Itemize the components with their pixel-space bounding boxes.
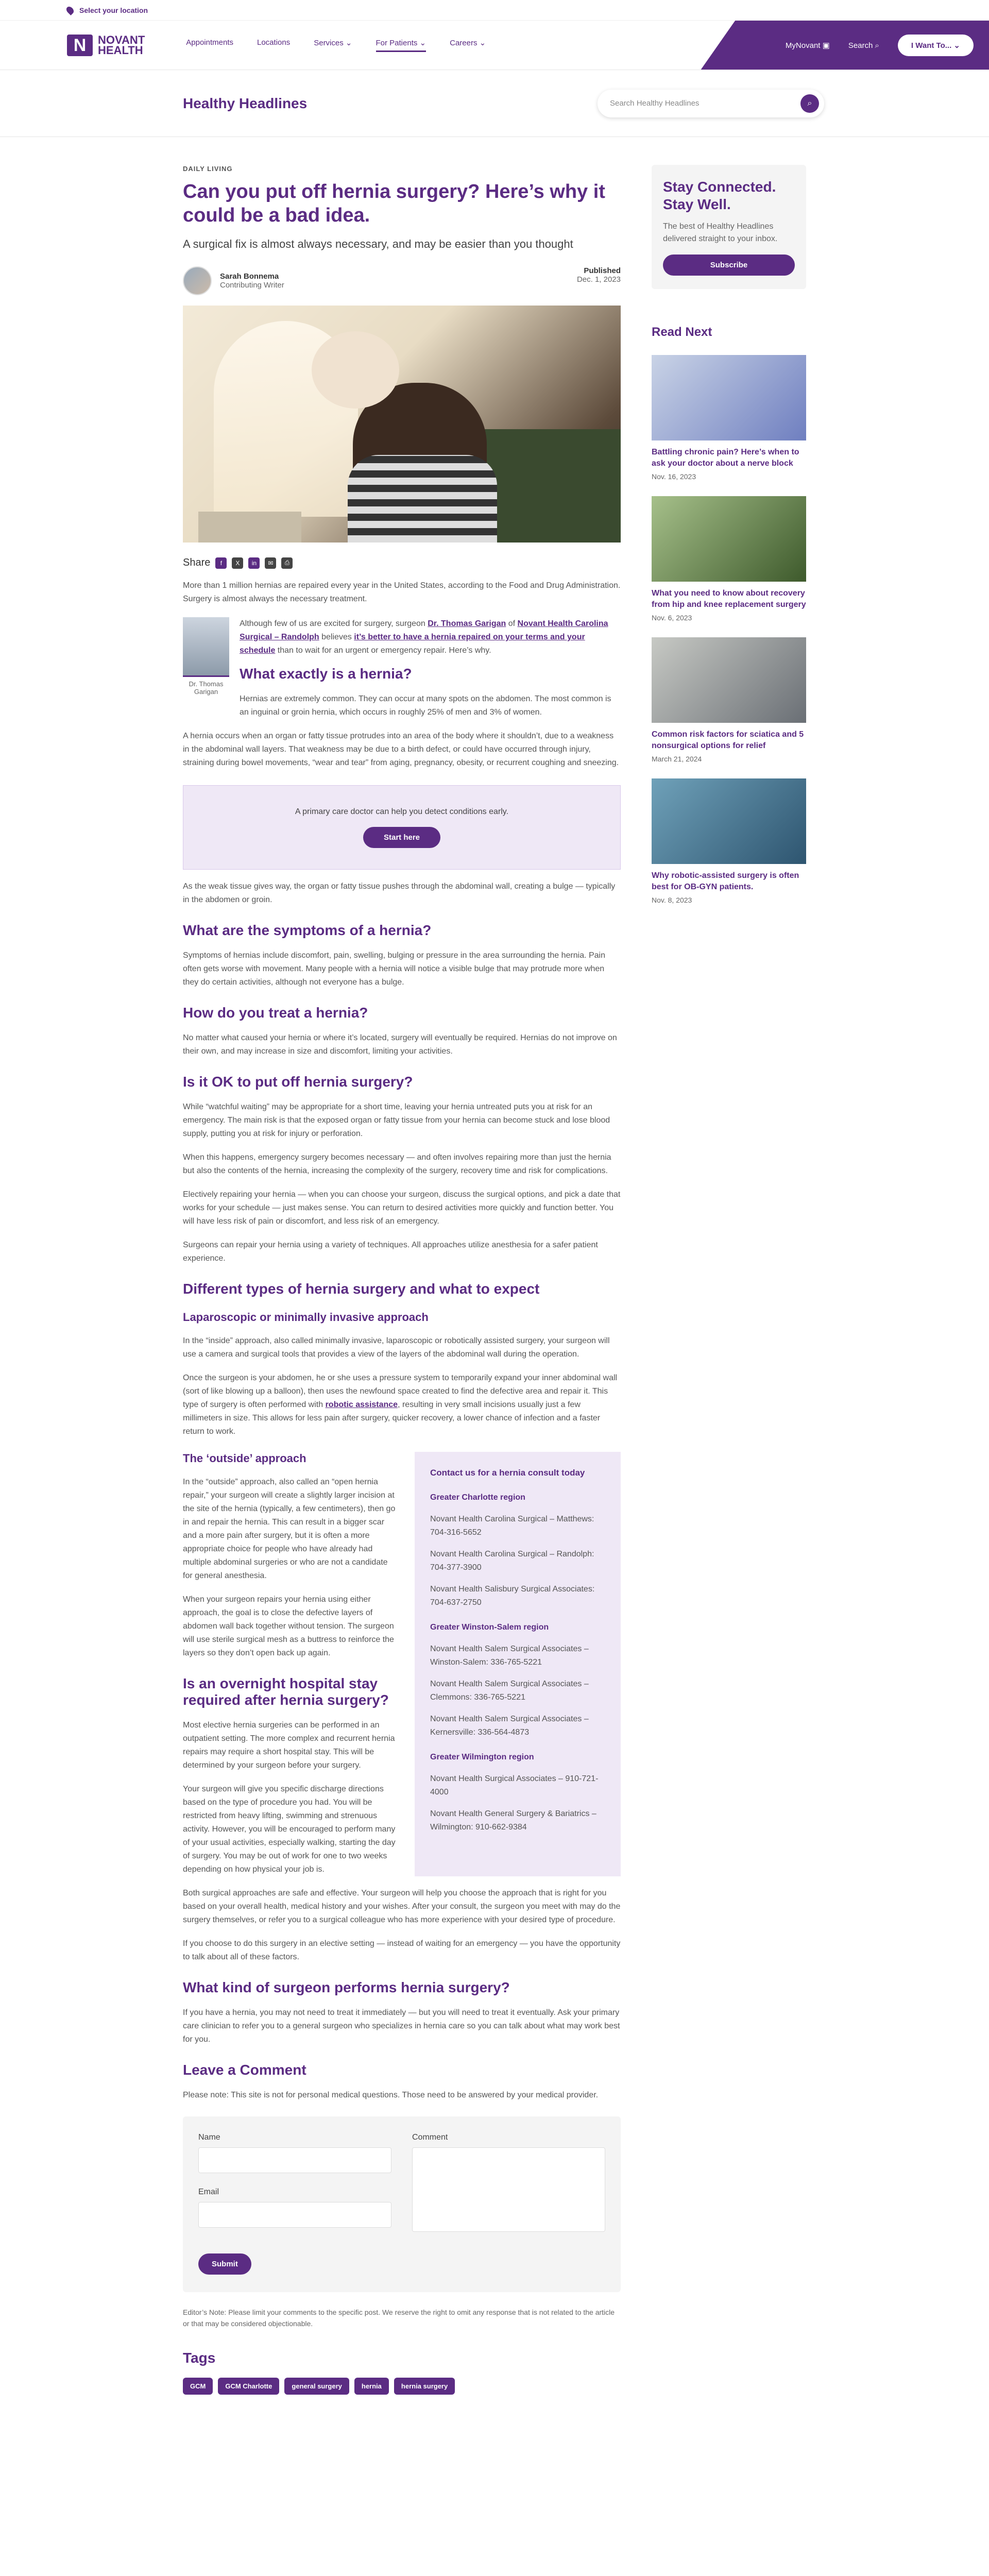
sidebar: [652, 165, 806, 904]
logo-text-2: HEALTH: [98, 43, 143, 57]
paragraph: When your surgeon repairs your hernia using either approach, the goal is to close the defective layers of abdomen wall back together without tension. The surgeon will use sterile surgical mesh as a buttress to reinforce the layers so they don’t open back up again.: [183, 1595, 394, 1657]
text: of: [506, 619, 518, 628]
email-field[interactable]: [198, 2202, 391, 2228]
author: [183, 266, 284, 295]
contact-region-name: Greater Winston-Salem region: [430, 1623, 549, 1632]
author-role: Contributing Writer: [220, 281, 284, 290]
contact-phone-item[interactable]: Novant Health Carolina Surgical – Randolph: 704-377-3900: [430, 1550, 594, 1572]
tags-heading: Tags: [183, 2350, 216, 2366]
site-header: [0, 21, 989, 70]
email-icon[interactable]: ✉: [265, 557, 276, 569]
chevron-down-icon: ⌄: [345, 39, 352, 47]
submit-button[interactable]: Submit: [198, 2253, 251, 2275]
paragraph: [183, 1371, 621, 1438]
contact-phone-item[interactable]: Novant Health Salem Surgical Associates – Kernersville: 336-564-4873: [430, 1715, 589, 1737]
read-next-card[interactable]: [652, 778, 806, 904]
section-heading: What are the symptoms of a hernia?: [183, 922, 432, 938]
nav-for-patients-label: For Patients: [376, 39, 418, 47]
text: believes: [319, 633, 354, 641]
card-title[interactable]: Battling chronic pain? Here’s when to ask your doctor about a nerve block: [652, 448, 799, 468]
read-next-card[interactable]: [652, 355, 806, 481]
published-date: Dec. 1, 2023: [576, 275, 621, 284]
nav-appointments[interactable]: Appointments: [186, 38, 233, 47]
contact-phone-item[interactable]: Novant Health Carolina Surgical – Matthews: 704-316-5652: [430, 1515, 594, 1537]
comment-form: [183, 2116, 621, 2292]
paragraph: Hernias are extremely common. They can occur at many spots on the abdomen. The most common is an inguinal or groin hernia, which occurs in roughly 25% of men and 3% of women.: [240, 694, 611, 717]
newsletter-text: The best of Healthy Headlines delivered straight to your inbox.: [663, 222, 778, 243]
text: , resulting in very small incisions usually just a few millimeters in size. This allows for less pain after surgery, quicker recovery, a lower chance of infection and a faster return to work.: [183, 1400, 601, 1436]
card-title[interactable]: Common risk factors for sciatica and 5 nonsurgical options for relief: [652, 730, 804, 750]
nav-locations[interactable]: Locations: [257, 38, 291, 47]
start-here-button[interactable]: Start here: [363, 827, 440, 848]
read-next-card[interactable]: [652, 637, 806, 763]
section-heading: Is it OK to put off hernia surgery?: [183, 1074, 413, 1090]
card-title[interactable]: Why robotic-assisted surgery is often best for OB-GYN patients.: [652, 871, 799, 891]
paragraph: Symptoms of hernias include discomfort, pain, swelling, bulging or pressure in the area surrounding the hernia. Pain often gets worse with movement. Many people with a hernia will notice a visible bulge that may protrude more when they do certain activities, although not everyone has a bulge.: [183, 951, 605, 987]
contact-phone-item[interactable]: Novant Health Salem Surgical Associates – Clemmons: 336-765-5221: [430, 1680, 589, 1702]
newsletter-box: [652, 165, 806, 289]
doctor-photo: [183, 617, 229, 719]
search-icon: ⌕: [875, 41, 879, 50]
x-icon[interactable]: X: [232, 557, 243, 569]
nav-services[interactable]: [314, 38, 352, 52]
paragraph: As the weak tissue gives way, the organ or fatty tissue pushes through the abdominal wall, creating a bulge — typically in the abdomen or groin.: [183, 882, 616, 904]
tag-link[interactable]: general surgery: [284, 2378, 349, 2395]
chevron-down-icon: ⌄: [479, 39, 486, 47]
text: Although few of us are excited for surgery, surgeon: [240, 619, 428, 628]
contact-region-name: Greater Charlotte region: [430, 1493, 525, 1502]
mynovant-link[interactable]: [786, 41, 830, 50]
i-want-to-button[interactable]: [898, 35, 974, 56]
split-left: [183, 1452, 399, 1876]
contact-regions: [430, 1491, 605, 1834]
search-placeholder: Search Healthy Headlines: [610, 99, 700, 108]
location-pin-icon: [65, 5, 75, 15]
article-category[interactable]: DAILY LIVING: [183, 165, 233, 173]
section-heading: Different types of hernia surgery and what to expect: [183, 1281, 540, 1297]
novant-logo[interactable]: [67, 35, 145, 56]
nav-services-label: Services: [314, 39, 344, 47]
paragraph: More than 1 million hernias are repaired every year in the United States, according to the Food and Drug Administration. Surgery is almost always the necessary treatment.: [183, 581, 621, 603]
newsletter-title: Stay Connected. Stay Well.: [663, 179, 776, 212]
mynovant-label: MyNovant: [785, 41, 821, 50]
avatar: [183, 266, 212, 295]
robotic-assistance-link[interactable]: robotic assistance: [325, 1400, 398, 1409]
paragraph: If you choose to do this surgery in an elective setting — instead of waiting for an emergency — you have the opportunity to talk about all of these factors.: [183, 1939, 621, 1961]
card-date: Nov. 6, 2023: [652, 614, 692, 622]
paragraph: A hernia occurs when an organ or fatty tissue protrudes into an area of the body where it shouldn’t, due to a weakness in the abdominal wall layers. That weakness may be due to a birth defect, or could have occurred through injury, straining during bowel movements, “wear and tear” from aging, pregnancy, obesity, or recurrent coughing and sneezing.: [183, 732, 619, 767]
paragraph: In the “inside” approach, also called minimally invasive, laparoscopic or robotically assisted surgery, your surgeon will use a camera and surgical tools that provides a view of the layers of the abdominal wall during the operation.: [183, 1336, 610, 1359]
tag-link[interactable]: GCM Charlotte: [218, 2378, 279, 2395]
article-subtitle: A surgical fix is almost always necessary, and may be easier than you thought: [183, 238, 573, 250]
blog-subheader: [0, 70, 989, 137]
primary-care-callout: [183, 785, 621, 870]
text: Once the surgeon is your abdomen, he or she uses a pressure system to temporarily expand your inner abdominal wall (sort of like blowing up a balloon), then uses the newfound space created to find the defective area and repair it. This type of surgery is often performed with: [183, 1374, 618, 1409]
tag-link[interactable]: hernia: [354, 2378, 389, 2395]
paragraph: Both surgical approaches are safe and effective. Your surgeon will help you choose the approach that is right for you based on your overall health, medical history and your wishes. After your consult, the surgeon you meet with may do the surgery themselves, or refer you to a surgical colleague who has more experience with your desired type of procedure.: [183, 1889, 621, 1924]
section-heading: How do you treat a hernia?: [183, 1005, 368, 1021]
facebook-icon[interactable]: f: [215, 557, 227, 569]
paragraph: In the “outside” approach, also called an “open hernia repair,” your surgeon will create a slightly larger incision at the site of the hernia (typically, a few centimeters), then go in and repair the hernia. This can result in a bigger scar and a more pain after surgery, but it is often a more appropriate choice for people who have already had multiple abdominal surgeries or who are not a candidate for general anesthesia.: [183, 1478, 396, 1580]
section-heading: Is an overnight hospital stay required after hernia surgery?: [183, 1675, 389, 1708]
author-name: Sarah Bonnema: [220, 272, 279, 281]
portal-icon: ▣: [822, 41, 830, 50]
contact-phone-item[interactable]: Novant Health General Surgery & Bariatrics – Wilmington: 910-662-9384: [430, 1809, 596, 1832]
paragraph: Your surgeon will give you specific discharge directions based on the type of procedure you had. You will be restricted from heavy lifting, swimming and strenuous activity. However, you will be encouraged to perform many of your usual activities, especially walking, starting the day of surgery. You may be out of work for one to two weeks depending on how physical your job is.: [183, 1785, 396, 1874]
byline: [183, 266, 621, 295]
share-label: Share: [183, 557, 211, 568]
published-label: Published: [584, 266, 621, 275]
paragraph: Surgeons can repair your hernia using a variety of techniques. All approaches utilize anesthesia for a safer patient experience.: [183, 1241, 598, 1263]
search-icon[interactable]: ⌕: [800, 94, 819, 113]
subscribe-button[interactable]: Subscribe: [663, 255, 795, 276]
publish-info: [577, 266, 621, 295]
location-selector[interactable]: Select your location: [79, 6, 148, 14]
card-thumbnail[interactable]: [652, 637, 806, 723]
nav-careers-label: Careers: [450, 39, 478, 47]
section-heading: What kind of surgeon performs hernia surgery?: [183, 1979, 510, 1995]
name-field[interactable]: [198, 2147, 391, 2173]
linkedin-icon[interactable]: in: [248, 557, 260, 569]
card-thumbnail[interactable]: [652, 355, 806, 440]
main-nav: [186, 38, 486, 52]
i-want-to-label: I Want To...: [911, 41, 952, 50]
contact-box: [415, 1452, 621, 1876]
doctor-intro: [183, 617, 621, 719]
location-bar[interactable]: [0, 0, 989, 21]
logo-text-1: NOVANT: [98, 33, 145, 46]
chevron-down-icon: ⌄: [953, 41, 960, 50]
share-bar: [183, 557, 621, 569]
subsection-heading: The ‘outside’ approach: [183, 1452, 306, 1465]
search-link[interactable]: [848, 41, 879, 50]
read-next-card[interactable]: [652, 496, 806, 622]
subsection-heading: Laparoscopic or minimally invasive approach: [183, 1311, 429, 1324]
comment-heading: Leave a Comment: [183, 2062, 306, 2078]
header-actions: [786, 21, 974, 70]
comment-label: Comment: [412, 2133, 448, 2142]
paragraph: While “watchful waiting” may be appropriate for a short time, leaving your hernia untreated puts you at risk for an emergency. The main risk is that the exposed organ or fatty tissue from your hernia can become stuck and lose blood supply, putting you at risk for injury or perforation.: [183, 1103, 610, 1138]
read-next: [652, 325, 806, 904]
section-heading: What exactly is a hernia?: [240, 666, 412, 682]
tag-link[interactable]: GCM: [183, 2378, 213, 2395]
paragraph: If you have a hernia, you may not need to treat it immediately — but you will need to treat it eventually. Ask your primary care clinician to refer you to a general surgeon who specializes in hernia care so you can talk about what may work best for you.: [183, 2008, 620, 2044]
paragraph: No matter what caused your hernia or where it’s located, surgery will eventually be required. Hernias do not improve on their own, and may increase in size and discomfort, limiting your activities.: [183, 1033, 617, 1056]
contact-phone-item[interactable]: Novant Health Salem Surgical Associates – Winston-Salem: 336-765-5221: [430, 1645, 589, 1667]
paragraph: [240, 617, 621, 657]
tag-link[interactable]: hernia surgery: [394, 2378, 455, 2395]
tag-list: [183, 2378, 621, 2395]
read-next-list: [652, 355, 806, 904]
contact-phone-item[interactable]: Novant Health Surgical Associates – 910-721-4000: [430, 1774, 599, 1797]
paragraph: Electively repairing your hernia — when you can choose your surgeon, discuss the surgical options, and pick a date that works for your schedule — just makes sense. You can return to desired activities more quickly and function better. You will have less risk of pain or discomfort, and less risk of an emergency.: [183, 1190, 621, 1226]
card-title[interactable]: What you need to know about recovery from hip and knee replacement surgery: [652, 589, 806, 609]
logo-mark-icon: N: [67, 35, 93, 56]
chevron-down-icon: ⌄: [419, 39, 427, 47]
doctor-link[interactable]: Dr. Thomas Garigan: [428, 619, 506, 628]
email-label: Email: [198, 2188, 219, 2196]
article-title: Can you put off hernia surgery? Here’s why it could be a bad idea.: [183, 181, 605, 226]
paragraph: When this happens, emergency surgery becomes necessary — and often involves repairing more than just the hernia but also the contents of the hernia, increasing the complexity of the surgery, recovery time and risk for complications.: [183, 1153, 611, 1175]
card-date: March 21, 2024: [652, 755, 702, 763]
article-link[interactable]: it’s better to have a hernia repaired on your terms and your schedule: [240, 633, 585, 655]
contact-region-name: Greater Wilmington region: [430, 1753, 534, 1761]
outside-approach-section: [183, 1452, 621, 1876]
nav-careers[interactable]: [450, 38, 486, 52]
print-icon[interactable]: ⎙: [281, 557, 293, 569]
card-thumbnail[interactable]: [652, 778, 806, 864]
card-thumbnail[interactable]: [652, 496, 806, 582]
hero-image: [183, 306, 621, 543]
comment-note: Please note: This site is not for personal medical questions. Those need to be answered by your medical provider.: [183, 2091, 599, 2099]
read-next-heading: Read Next: [652, 325, 712, 339]
practice-link[interactable]: Novant Health Carolina Surgical – Randolph: [240, 619, 608, 641]
search-label: Search: [848, 41, 873, 50]
blog-title[interactable]: Healthy Headlines: [183, 95, 308, 111]
card-date: Nov. 8, 2023: [652, 896, 692, 904]
editor-note: Editor’s Note: Please limit your comments to the specific post. We reserve the right to omit any response that is not related to the article or that may be considered objectionable.: [183, 2308, 615, 2328]
card-date: Nov. 16, 2023: [652, 472, 696, 481]
blog-search-input[interactable]: [598, 90, 824, 117]
doctor-caption: Dr. Thomas Garigan: [189, 680, 224, 696]
text: than to wait for an urgent or emergency repair. Here’s why.: [275, 646, 491, 655]
paragraph: Most elective hernia surgeries can be performed in an outpatient setting. The more complex and recurrent hernia repairs may require a short hospital stay. This will be determined by your surgeon before your surgery.: [183, 1721, 395, 1770]
article: [183, 165, 621, 2395]
nav-for-patients[interactable]: [376, 38, 427, 52]
callout-text: A primary care doctor can help you detect conditions early.: [295, 807, 509, 816]
name-label: Name: [198, 2133, 220, 2142]
contact-title: Contact us for a hernia consult today: [430, 1468, 585, 1478]
contact-phone-item[interactable]: Novant Health Salisbury Surgical Associates: 704-637-2750: [430, 1585, 595, 1607]
comment-field[interactable]: [412, 2147, 605, 2232]
